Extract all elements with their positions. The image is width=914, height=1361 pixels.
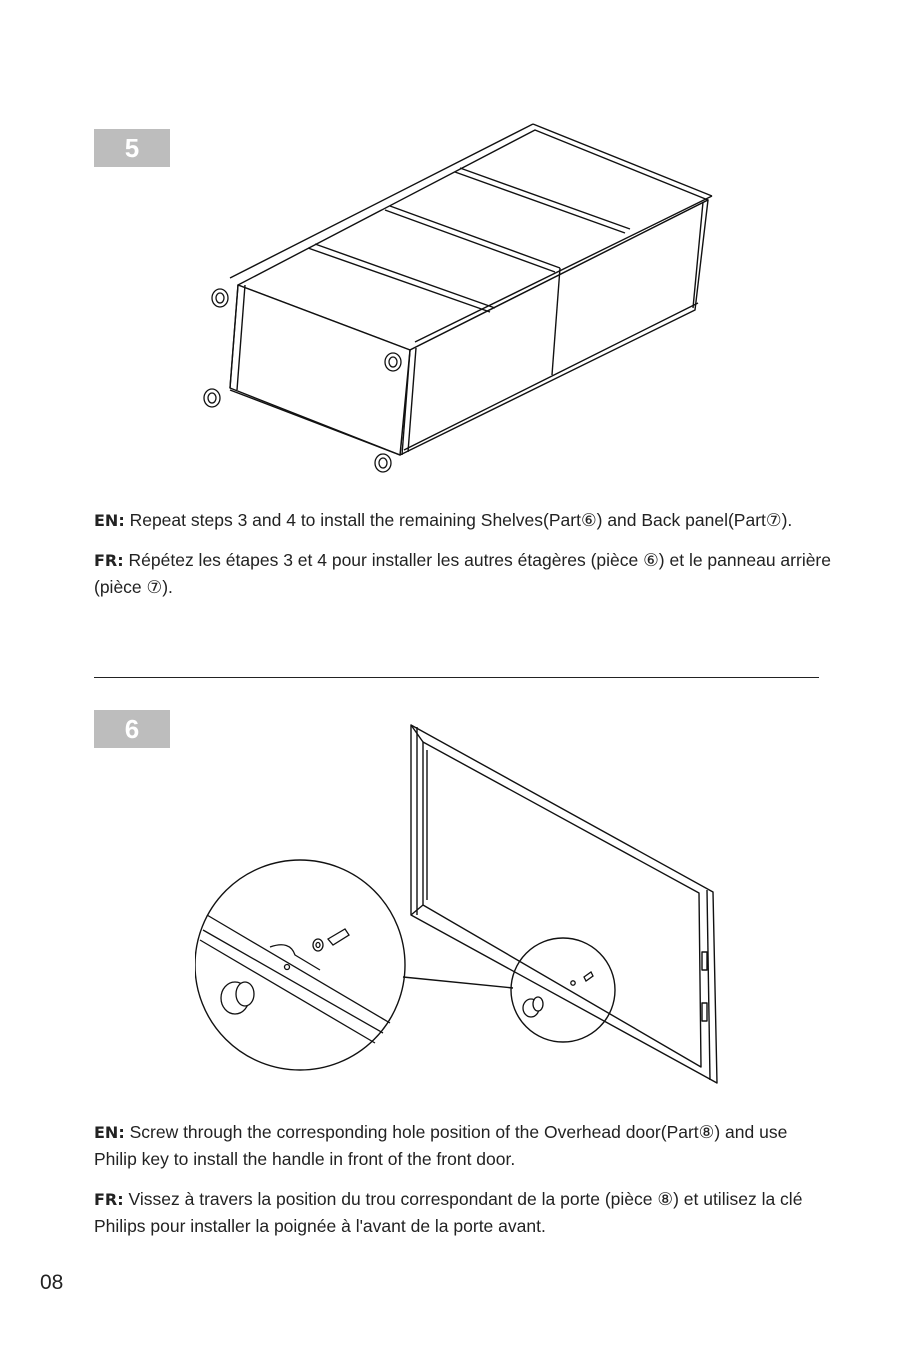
step-5-fr-text: Répétez les étapes 3 et 4 pour installer les autres étagères (pièce ⑥) et le panneau arrière (pièce ⑦). [94,550,831,597]
step-6-door-illustration [195,715,730,1090]
fr-label: FR: [94,1190,124,1209]
step-6-fr-paragraph [94,1186,834,1240]
en-label: EN: [94,1123,125,1142]
step-6-badge: 6 [94,710,170,748]
step-5-en-text: Repeat steps 3 and 4 to install the remaining Shelves(Part⑥) and Back panel(Part⑦). [124,510,793,530]
step-6-fr-text: Vissez à travers la position du trou correspondant de la porte (pièce ⑧) et utilisez la clé Philips pour installer la poignée à l'avant de la porte avant. [94,1189,803,1236]
step-6-en-text: Screw through the corresponding hole position of the Overhead door(Part⑧) and use Philip key to install the handle in front of the front door. [94,1122,788,1169]
step-5-cabinet-illustration [190,120,720,480]
step-6-en-paragraph [94,1119,834,1173]
step-5-instructions [94,507,834,614]
step-5-en-paragraph [94,507,834,534]
en-label: EN: [94,511,125,530]
step-5-badge: 5 [94,129,170,167]
step-5-fr-paragraph [94,547,834,601]
step-6-instructions [94,1119,834,1253]
fr-label: FR: [94,551,124,570]
section-divider [94,677,819,678]
page-number: 08 [40,1271,64,1294]
